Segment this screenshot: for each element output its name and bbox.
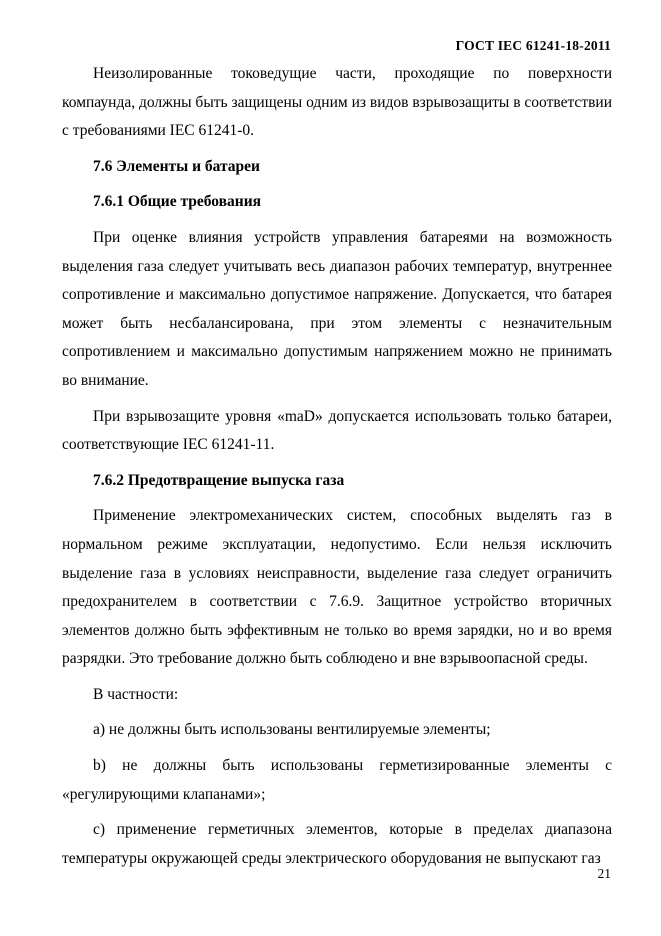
- heading-7-6: 7.6 Элементы и батареи: [93, 157, 260, 175]
- list-item-b: b) не должны быть использованы герметизированные элементы с «регулирующими клапанами»;: [62, 757, 612, 803]
- paragraph-exposed-parts: Неизолированные токоведущие части, проходящие по поверхности компаунда, должны быть защищены одним из видов взрывозащиты в соответствии с требованиями IEC 61241-0.: [62, 65, 612, 140]
- document-body: [62, 60, 612, 873]
- paragraph-in-particular: В частности:: [93, 685, 179, 703]
- paragraph-mad-protection: При взрывозащите уровня «maD» допускается использовать только батареи, соответствующие IEC 61241-11.: [62, 407, 612, 454]
- heading-7-6-1: 7.6.1 Общие требования: [93, 193, 262, 211]
- document-header: ГОСТ IEC 61241-18-2011: [455, 38, 611, 53]
- paragraph-gas-prevention: Применение электромеханических систем, способных выделять газ в нормальном режиме эксплуатации, недопустимо. Если нельзя исключить выделение газа в условиях неисправности, выделение газа следует ограничить предохранителем в соответствии с 7.6.9. Защитное устройство вторичных элементов должно быть эффективным не только во время зарядки, но и во время разрядки. Это требование должно быть соблюдено и вне взрывоопасной среды.: [62, 507, 612, 668]
- page-number: 21: [597, 866, 611, 881]
- paragraph-battery-evaluation: При оценке влияния устройств управления батареями на возможность выделения газа следует учитывать весь диапазон рабочих температур, внутреннее сопротивление и максимально допустимое напряжение. Допускается, что батарея может быть несбалансирована, при этом элементы с незначительным сопротивлением и максимально допустимым напряжением можно не принимать во внимание.: [62, 228, 612, 389]
- list-item-a: a) не должны быть использованы вентилируемые элементы;: [93, 721, 491, 739]
- list-item-c: c) применение герметичных элементов, которые в пределах диапазона температуры окружающей среды электрического оборудования не выпускают газ: [62, 821, 612, 867]
- heading-7-6-2: 7.6.2 Предотвращение выпуска газа: [93, 471, 345, 489]
